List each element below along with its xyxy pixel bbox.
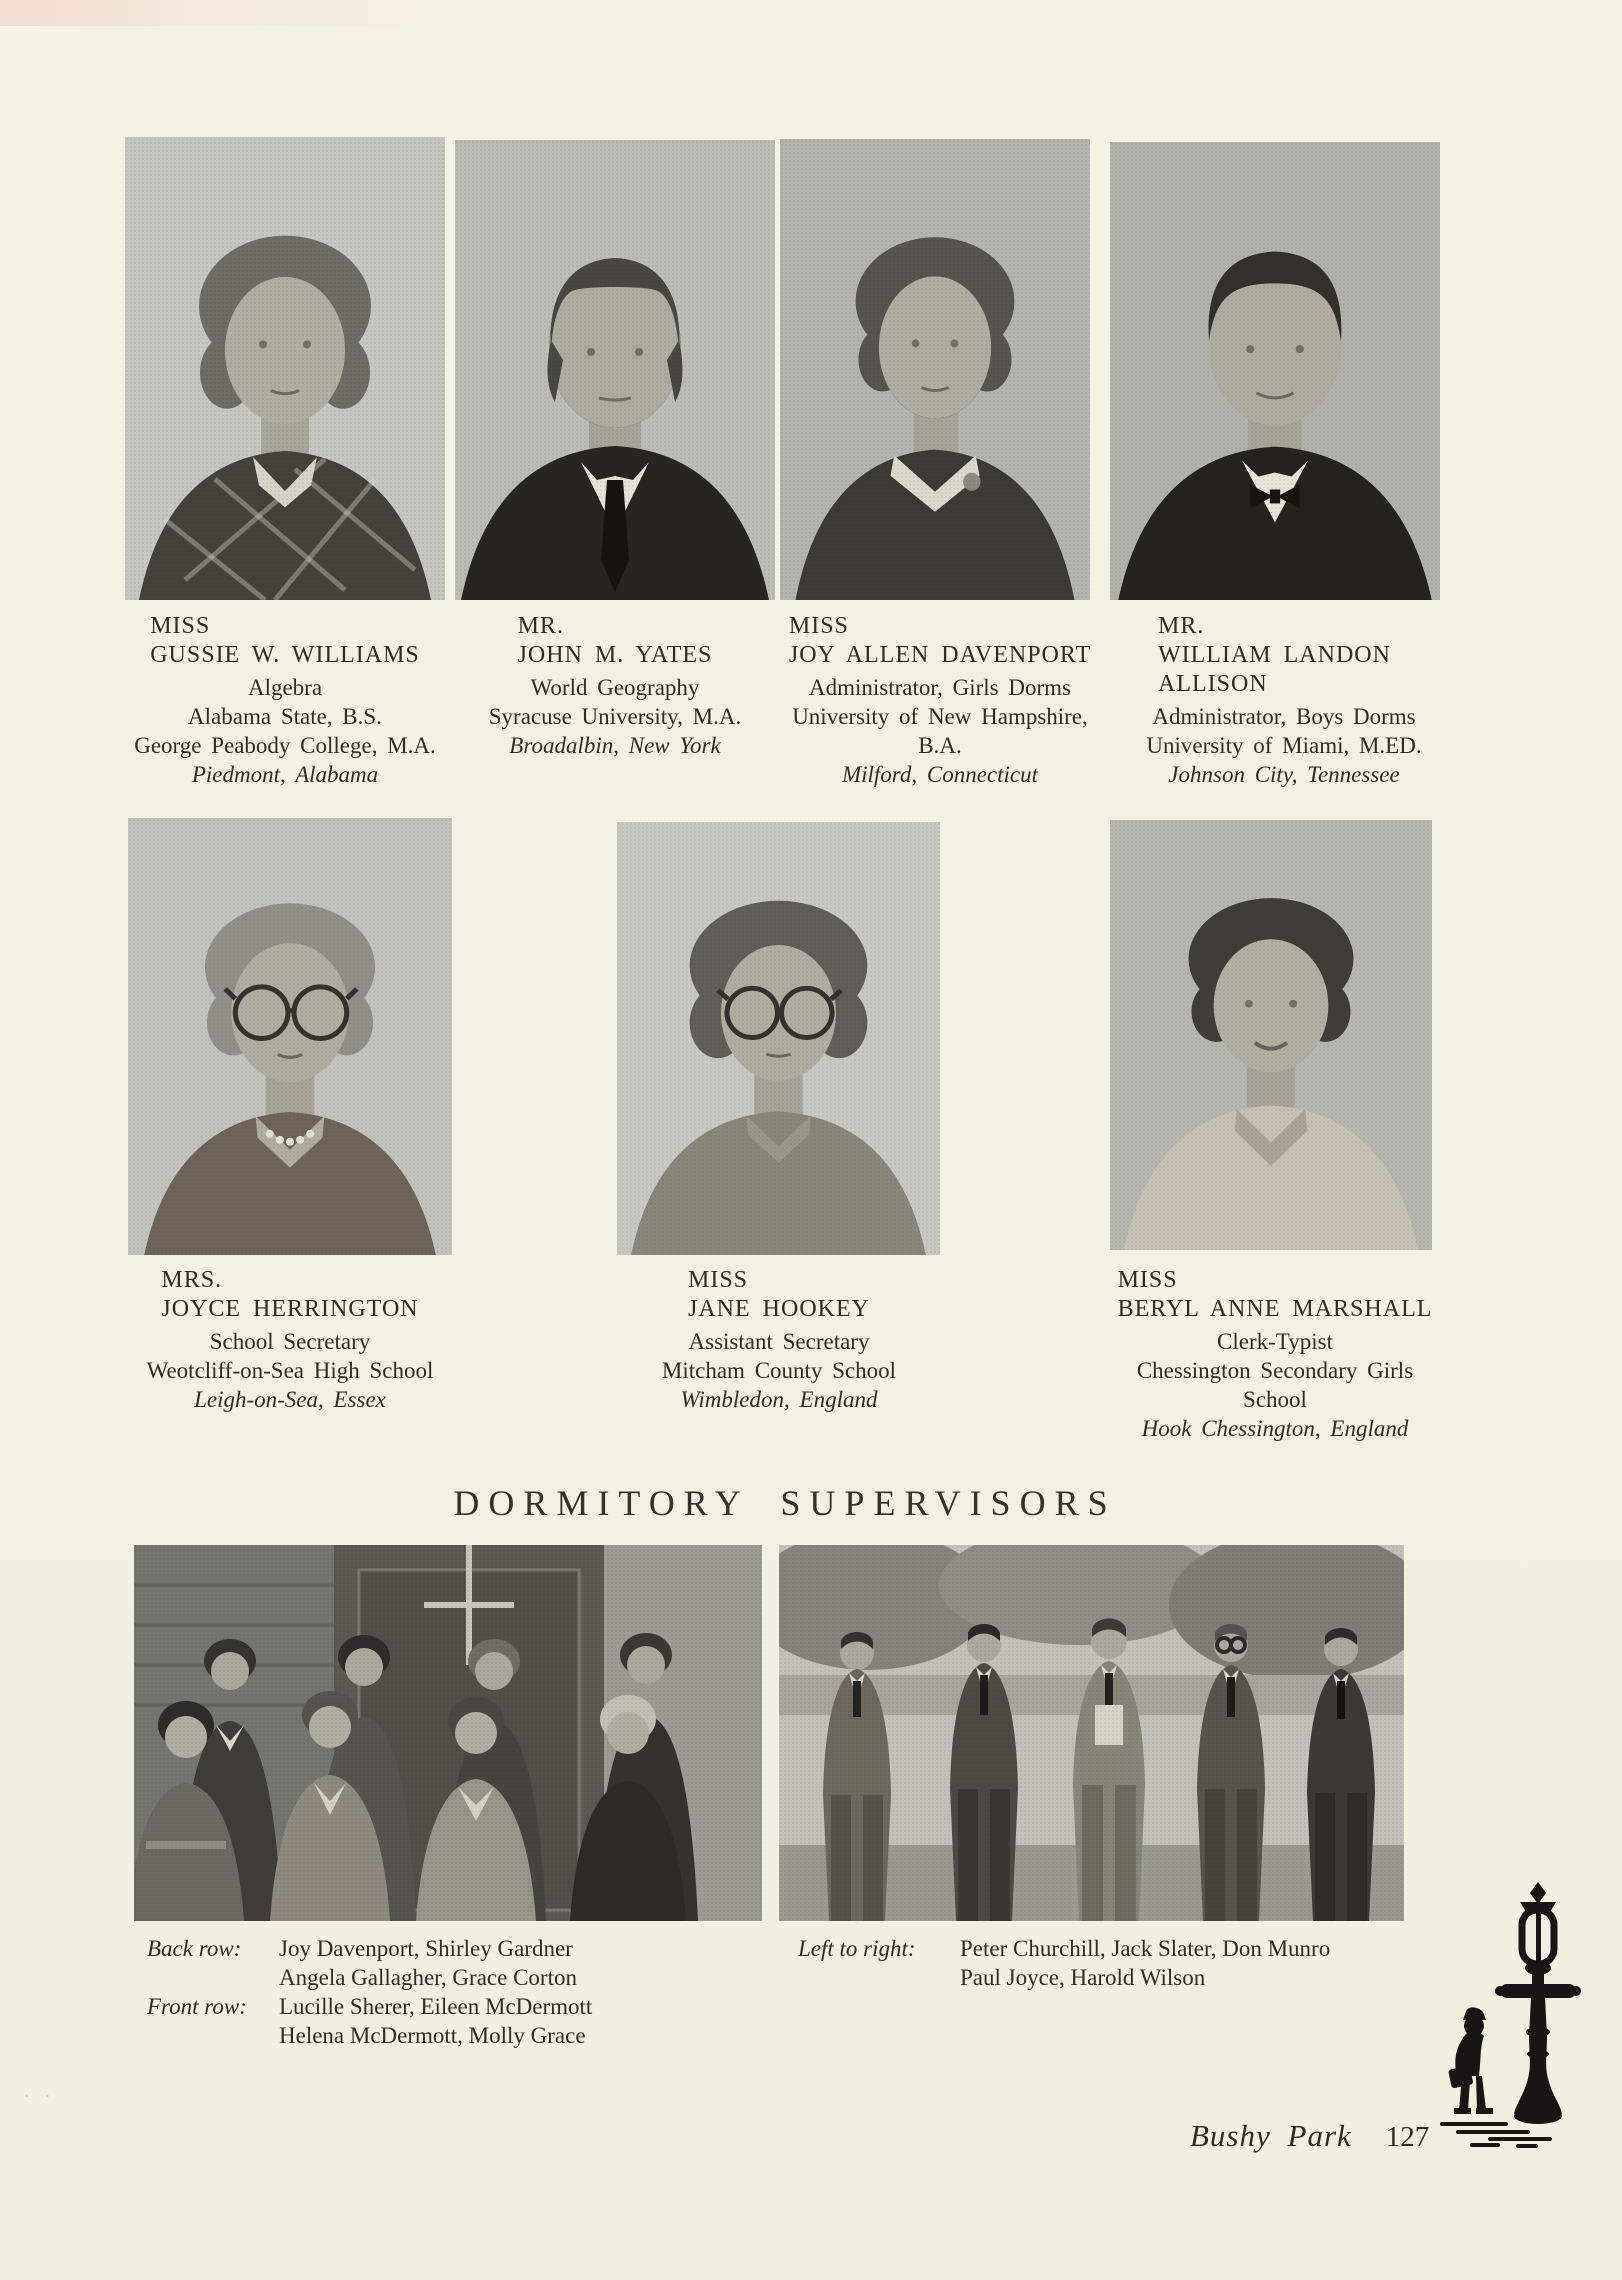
staff-honorific: MISS: [688, 1267, 749, 1293]
staff-honorific: MISS: [1117, 1267, 1178, 1293]
group-photo-women-supervisors: [134, 1545, 762, 1921]
staff-credential: School: [1243, 1387, 1307, 1412]
caption-names: Angela Gallagher, Grace Corton: [279, 1965, 577, 1990]
staff-credential: B.A.: [918, 733, 962, 758]
group-caption-women: [147, 1934, 617, 2050]
staff-honorific: MRS.: [161, 1267, 223, 1293]
lamppost-with-figure-illustration: [1432, 1880, 1612, 2170]
footer-page-number: 127: [1385, 2121, 1430, 2153]
staff-credential: University of New Hampshire,: [792, 704, 1088, 729]
staff-hometown: Piedmont, Alabama: [191, 762, 379, 787]
staff-credential: Chessington Secondary Girls: [1136, 1358, 1414, 1383]
staff-caption-beryl-marshall: [1080, 1266, 1470, 1443]
staff-honorific: MISS: [788, 613, 849, 639]
men-group-illustration: [779, 1545, 1404, 1921]
man-portrait-illustration: [455, 140, 775, 600]
staff-honorific: MR.: [517, 613, 564, 639]
portrait-photo-john-yates: [455, 140, 775, 600]
staff-role: Algebra: [247, 675, 323, 700]
staff-credential: University of Miami, M.ED.: [1146, 733, 1422, 758]
staff-nameblock: [1106, 612, 1462, 699]
staff-credential: George Peabody College, M.A.: [134, 733, 436, 758]
staff-hometown: Johnson City, Tennessee: [1168, 762, 1400, 787]
group-photo-men-supervisors: [779, 1545, 1404, 1921]
staff-caption-william-allison: [1106, 612, 1462, 789]
lamppost-icon: [1432, 1880, 1612, 2170]
staff-caption-joy-davenport: [752, 612, 1128, 789]
woman-portrait-illustration: [617, 822, 940, 1255]
staff-credential: Weotcliff-on-Sea High School: [146, 1358, 434, 1383]
staff-role: Administrator, Girls Dorms: [809, 675, 1071, 700]
staff-credential: Alabama State, B.S.: [188, 704, 382, 729]
staff-role: Administrator, Boys Dorms: [1152, 704, 1416, 729]
staff-caption-joyce-herrington: [105, 1266, 475, 1414]
staff-role: World Geography: [530, 675, 700, 700]
staff-hometown: Hook Chessington, England: [1141, 1416, 1409, 1441]
portrait-photo-gussie-williams: [125, 137, 445, 600]
staff-caption-john-yates: [448, 612, 782, 760]
staff-name: GUSSIE W. WILLIAMS: [150, 642, 420, 668]
caption-names: Joy Davenport, Shirley Gardner: [279, 1936, 573, 1961]
staff-credential: Syracuse University, M.A.: [488, 704, 742, 729]
scan-edge-tint: [0, 0, 420, 26]
staff-nameblock: [448, 612, 782, 670]
staff-honorific: MR.: [1158, 613, 1205, 639]
dormitory-supervisors-heading: DORMITORY SUPERVISORS: [453, 1483, 1117, 1523]
staff-nameblock: [105, 1266, 475, 1324]
staff-name: WILLIAM LANDON ALLISON: [1158, 642, 1391, 697]
women-group-illustration: [134, 1545, 762, 1921]
staff-role: School Secretary: [209, 1329, 371, 1354]
woman-portrait-illustration: [125, 137, 445, 600]
staff-name: JOYCE HERRINGTON: [161, 1296, 419, 1322]
caption-label: [147, 1963, 279, 1992]
caption-label: Back row:: [147, 1936, 242, 1961]
caption-label: [798, 1963, 960, 1992]
staff-hometown: Broadalbin, New York: [509, 733, 721, 758]
staff-caption-gussie-williams: [112, 612, 458, 789]
staff-name: BERYL ANNE MARSHALL: [1117, 1296, 1433, 1322]
portrait-photo-beryl-marshall: [1110, 820, 1432, 1250]
caption-names: Peter Churchill, Jack Slater, Don Munro: [960, 1936, 1331, 1961]
page-footer: [1190, 2118, 1429, 2154]
staff-nameblock: [1080, 1266, 1470, 1324]
staff-nameblock: [112, 612, 458, 670]
staff-nameblock: [752, 612, 1128, 670]
staff-hometown: Leigh-on-Sea, Essex: [194, 1387, 386, 1412]
portrait-photo-william-allison: [1110, 142, 1440, 600]
caption-label: Left to right:: [798, 1936, 916, 1961]
portrait-photo-jane-hookey: [617, 822, 940, 1255]
caption-names: Paul Joyce, Harold Wilson: [960, 1965, 1206, 1990]
staff-honorific: MISS: [150, 613, 211, 639]
staff-role: Clerk-Typist: [1217, 1329, 1333, 1354]
woman-portrait-illustration: [1110, 820, 1432, 1250]
staff-caption-jane-hookey: [598, 1266, 960, 1414]
woman-portrait-illustration: [780, 139, 1090, 600]
staff-name: JOHN M. YATES: [517, 642, 713, 668]
portrait-photo-joy-davenport: [780, 139, 1090, 600]
staff-name: JOY ALLEN DAVENPORT: [788, 642, 1092, 668]
group-caption-men: [798, 1934, 1378, 1992]
caption-label: Front row:: [147, 1994, 247, 2019]
portrait-photo-joyce-herrington: [128, 818, 452, 1255]
woman-portrait-illustration: [128, 818, 452, 1255]
caption-names: Helena McDermott, Molly Grace: [279, 2023, 586, 2048]
man-portrait-illustration: [1110, 142, 1440, 600]
caption-names: Lucille Sherer, Eileen McDermott: [279, 1994, 593, 2019]
staff-hometown: Wimbledon, England: [680, 1387, 878, 1412]
scan-pencil-marks: · ·: [24, 2086, 56, 2106]
caption-label: [147, 2021, 279, 2050]
staff-nameblock: [598, 1266, 960, 1324]
footer-section-title: Bushy Park: [1190, 2118, 1352, 2153]
staff-credential: Mitcham County School: [661, 1358, 897, 1383]
staff-role: Assistant Secretary: [688, 1329, 870, 1354]
staff-name: JANE HOOKEY: [688, 1296, 870, 1322]
staff-hometown: Milford, Connecticut: [841, 762, 1039, 787]
